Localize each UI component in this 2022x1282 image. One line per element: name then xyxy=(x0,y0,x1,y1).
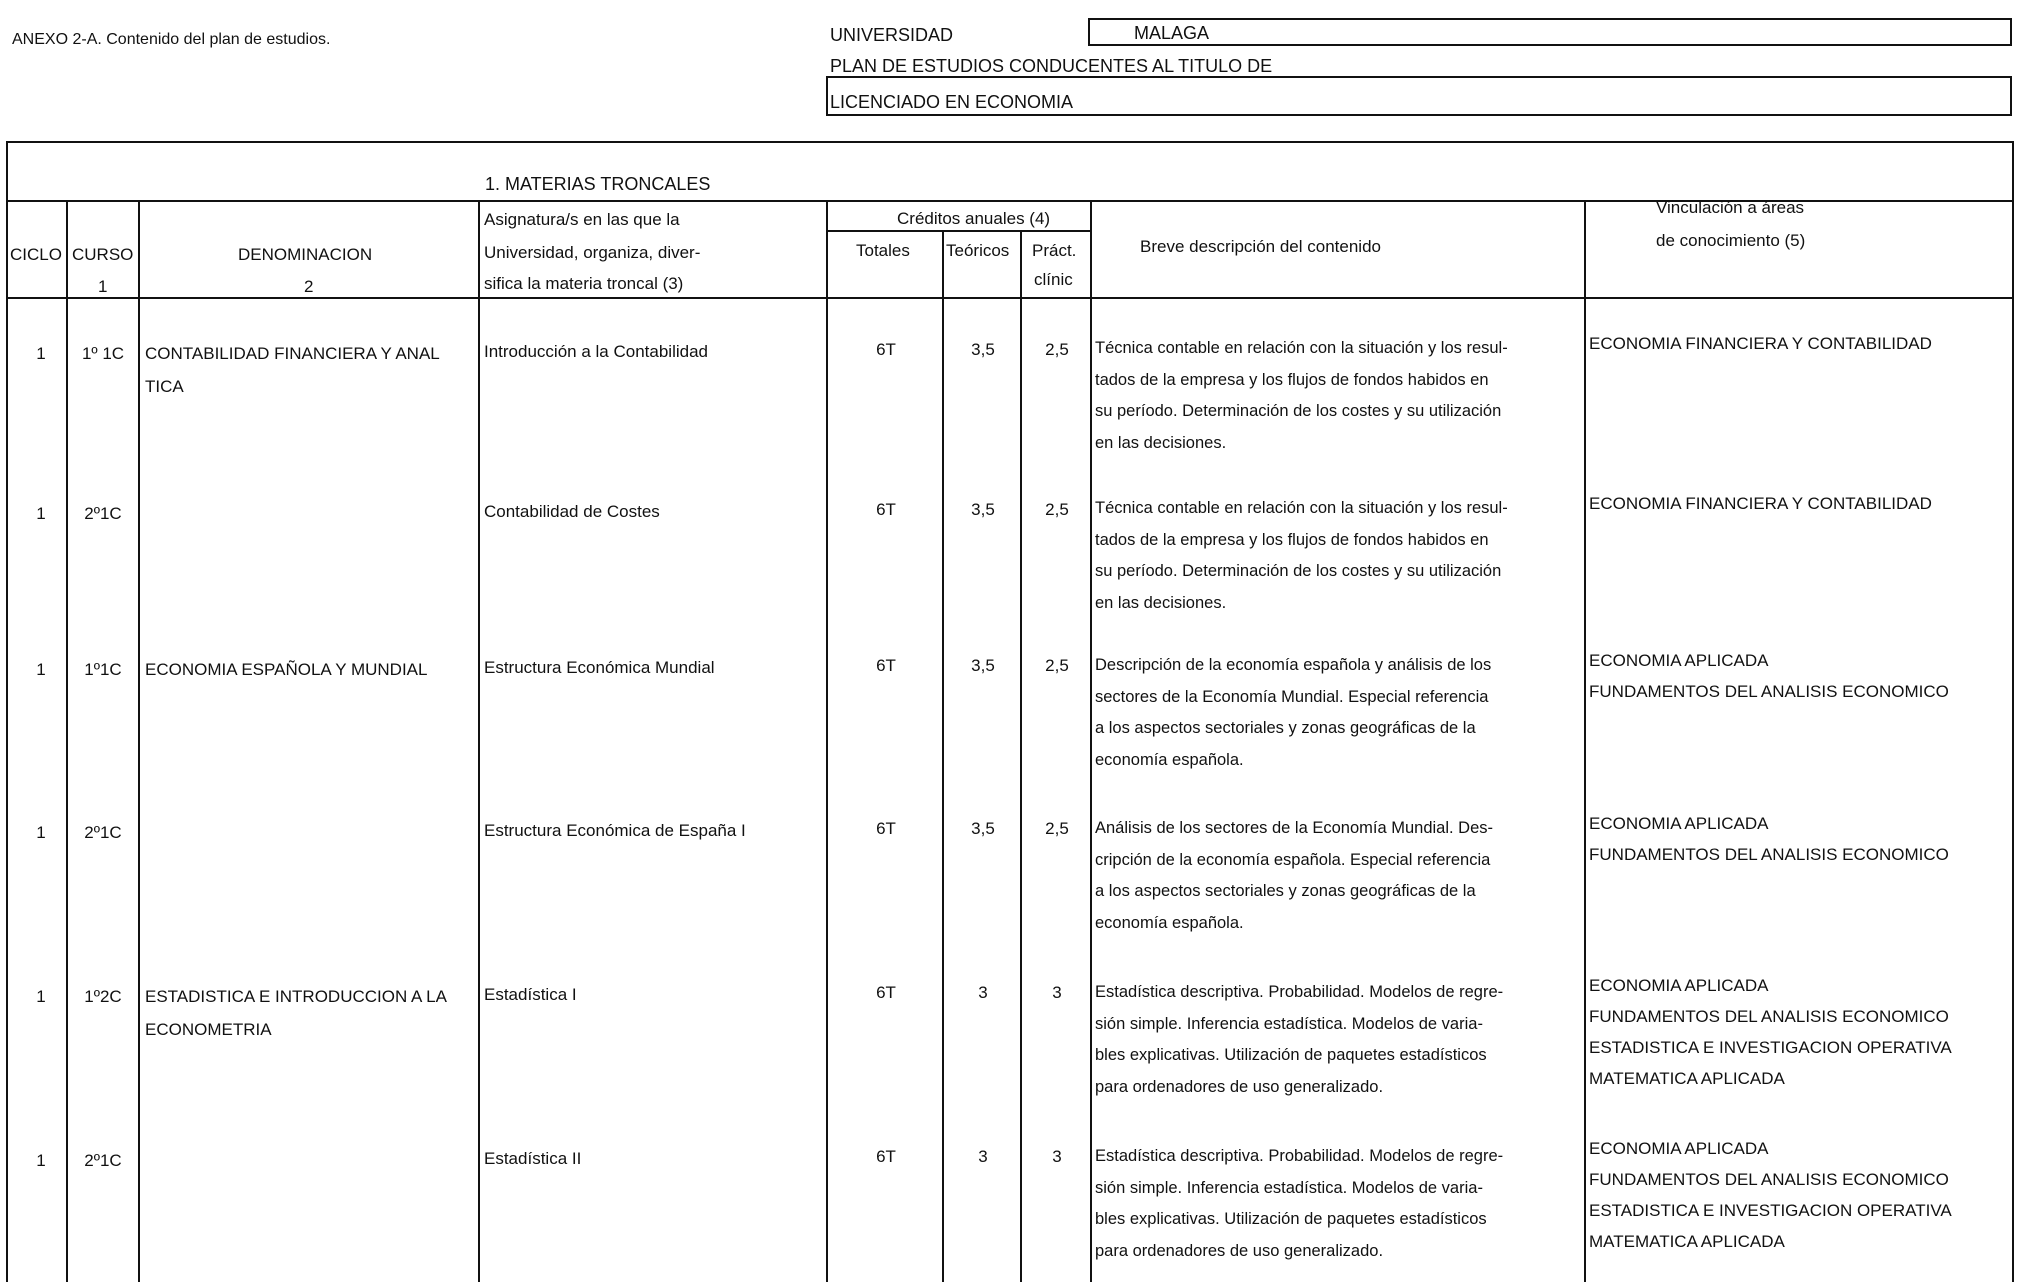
col-divider xyxy=(478,200,480,1282)
row-curso: 1º 1C xyxy=(81,344,125,363)
row-asignatura: Estructura Económica de España I xyxy=(484,821,746,840)
header-teoricos: Teóricos xyxy=(946,241,1010,260)
row-descripcion-line: economía española. xyxy=(1095,913,1244,932)
row-practicos: 2,5 xyxy=(1045,819,1069,838)
row-descripcion-line: a los aspectos sectoriales y zonas geográficas de la xyxy=(1095,719,1476,737)
plan-label: PLAN DE ESTUDIOS CONDUCENTES AL TITULO DE xyxy=(830,56,1273,76)
row-area: MATEMATICA APLICADA xyxy=(1589,1069,1785,1088)
row-area: MATEMATICA APLICADA xyxy=(1589,1232,1785,1251)
row-teoricos: 3,5 xyxy=(971,656,995,675)
row-asignatura: Contabilidad de Costes xyxy=(484,502,660,521)
row-asignatura: Estructura Económica Mundial xyxy=(484,658,715,677)
materias-table xyxy=(6,141,2014,1282)
row-totales: 6T xyxy=(876,819,896,838)
row-descripcion-line: en las decisiones. xyxy=(1095,593,1227,612)
row-descripcion-line: Estadística descriptiva. Probabilidad. Modelos de regre- xyxy=(1095,1147,1504,1165)
col-divider xyxy=(942,230,944,1282)
row-teoricos: 3 xyxy=(978,1147,988,1166)
row-totales: 6T xyxy=(876,500,896,519)
row-area: ECONOMIA APLICADA xyxy=(1589,651,1769,670)
row-descripcion-line: Análisis de los sectores de la Economía Mundial. Des- xyxy=(1095,819,1494,837)
header-asignatura-1: Asignatura/s en las que la xyxy=(484,210,680,229)
row-curso: 1º2C xyxy=(84,987,122,1006)
row-denominacion: CONTABILIDAD FINANCIERA Y ANAL xyxy=(145,344,440,363)
col-divider xyxy=(826,200,828,1282)
header-denominacion-num: 2 xyxy=(304,277,314,296)
row-descripcion-line: Técnica contable en relación con la situación y los resul- xyxy=(1095,499,1508,517)
col-divider xyxy=(1584,200,1586,1282)
row-area: ESTADISTICA E INVESTIGACION OPERATIVA xyxy=(1589,1201,1952,1220)
row-descripcion-line: para ordenadores de uso generalizado. xyxy=(1095,1241,1384,1260)
row-practicos: 3 xyxy=(1052,983,1062,1002)
row-denominacion: ECONOMETRIA xyxy=(145,1020,272,1039)
row-practicos: 2,5 xyxy=(1045,500,1069,519)
header-creditos: Créditos anuales (4) xyxy=(897,209,1051,228)
row-area: ECONOMIA APLICADA xyxy=(1589,976,1769,995)
row-ciclo: 1 xyxy=(36,344,46,363)
section-title: 1. MATERIAS TRONCALES xyxy=(485,174,711,194)
row-descripcion-line: cripción de la economía española. Especial referencia xyxy=(1095,850,1491,869)
row-teoricos: 3 xyxy=(978,983,988,1002)
universidad-value: MALAGA xyxy=(1134,23,1210,43)
header-descripcion: Breve descripción del contenido xyxy=(1140,237,1381,256)
row-asignatura: Estadística I xyxy=(484,985,577,1004)
row-teoricos: 3,5 xyxy=(971,500,995,519)
row-totales: 6T xyxy=(876,656,896,675)
row-curso: 1º1C xyxy=(84,660,122,679)
header-practicos-2: clínic xyxy=(1034,270,1073,289)
row-curso: 2º1C xyxy=(84,504,122,523)
row-descripcion-line: bles explicativas. Utilización de paquetes estadísticos xyxy=(1095,1210,1487,1228)
row-ciclo: 1 xyxy=(36,504,46,523)
row-descripcion-line: sión simple. Inferencia estadística. Modelos de varia- xyxy=(1095,1014,1483,1033)
row-teoricos: 3,5 xyxy=(971,819,995,838)
header-asignatura-3: sifica la materia troncal (3) xyxy=(484,274,684,293)
row-descripcion-line: su período. Determinación de los costes y su utilización xyxy=(1095,562,1502,580)
row-area: FUNDAMENTOS DEL ANALISIS ECONOMICO xyxy=(1589,1170,1949,1189)
header-totales: Totales xyxy=(856,241,910,260)
row-descripcion-line: sectores de la Economía Mundial. Especial referencia xyxy=(1095,687,1489,706)
header-asignatura-2: Universidad, organiza, diver- xyxy=(484,243,701,262)
row-area: ECONOMIA APLICADA xyxy=(1589,814,1769,833)
row-descripcion-line: sión simple. Inferencia estadística. Modelos de varia- xyxy=(1095,1178,1483,1197)
row-descripcion-line: su período. Determinación de los costes y su utilización xyxy=(1095,402,1502,420)
row-descripcion-line: bles explicativas. Utilización de paquetes estadísticos xyxy=(1095,1046,1487,1064)
annex-title: ANEXO 2-A. Contenido del plan de estudios. xyxy=(12,31,331,48)
col-divider xyxy=(1020,230,1022,1282)
row-denominacion: ESTADISTICA E INTRODUCCION A LA xyxy=(145,987,447,1006)
row-descripcion-line: economía española. xyxy=(1095,750,1244,769)
row-ciclo: 1 xyxy=(36,660,46,679)
row-area: FUNDAMENTOS DEL ANALISIS ECONOMICO xyxy=(1589,845,1949,864)
row-asignatura: Estadística II xyxy=(484,1149,582,1168)
header-ciclo: CICLO xyxy=(10,245,62,264)
universidad-box xyxy=(1088,18,2012,46)
row-descripcion-line: tados de la empresa y los flujos de fondos habidos en xyxy=(1095,530,1489,549)
row-asignatura: Introducción a la Contabilidad xyxy=(484,342,708,361)
row-curso: 2º1C xyxy=(84,1151,122,1170)
header-denominacion: DENOMINACION xyxy=(238,245,373,264)
header-curso-num: 1 xyxy=(98,277,108,296)
row-totales: 6T xyxy=(876,983,896,1002)
universidad-label: UNIVERSIDAD xyxy=(830,25,954,45)
col-divider xyxy=(138,200,140,1282)
row-practicos: 2,5 xyxy=(1045,656,1069,675)
row-descripcion-line: Descripción de la economía española y análisis de los xyxy=(1095,656,1492,674)
titulo-box xyxy=(826,76,2012,116)
row-denominacion: TICA xyxy=(145,377,184,396)
row-descripcion-line: Estadística descriptiva. Probabilidad. Modelos de regre- xyxy=(1095,983,1504,1001)
row-descripcion-line: para ordenadores de uso generalizado. xyxy=(1095,1077,1384,1096)
header-curso: CURSO xyxy=(72,245,134,264)
header-vinculacion-1: Vinculación a áreas xyxy=(1656,198,1805,217)
col-divider xyxy=(1090,200,1092,1282)
row-totales: 6T xyxy=(876,340,896,359)
row-ciclo: 1 xyxy=(36,1151,46,1170)
row-curso: 2º1C xyxy=(84,823,122,842)
row-descripcion-line: a los aspectos sectoriales y zonas geográficas de la xyxy=(1095,882,1476,900)
row-ciclo: 1 xyxy=(36,987,46,1006)
row-ciclo: 1 xyxy=(36,823,46,842)
row-teoricos: 3,5 xyxy=(971,340,995,359)
row-area: ESTADISTICA E INVESTIGACION OPERATIVA xyxy=(1589,1038,1952,1057)
row-practicos: 3 xyxy=(1052,1147,1062,1166)
row-descripcion-line: Técnica contable en relación con la situación y los resul- xyxy=(1095,339,1508,357)
titulo-value: LICENCIADO EN ECONOMIA xyxy=(830,92,1074,112)
row-area: FUNDAMENTOS DEL ANALISIS ECONOMICO xyxy=(1589,1007,1949,1026)
row-area: ECONOMIA APLICADA xyxy=(1589,1139,1769,1158)
row-area: FUNDAMENTOS DEL ANALISIS ECONOMICO xyxy=(1589,682,1949,701)
row-area: ECONOMIA FINANCIERA Y CONTABILIDAD xyxy=(1589,334,1932,353)
row-practicos: 2,5 xyxy=(1045,340,1069,359)
row-descripcion-line: tados de la empresa y los flujos de fondos habidos en xyxy=(1095,370,1489,389)
header-practicos-1: Práct. xyxy=(1032,241,1077,260)
row-denominacion: ECONOMIA ESPAÑOLA Y MUNDIAL xyxy=(145,660,428,679)
row-totales: 6T xyxy=(876,1147,896,1166)
row-area: ECONOMIA FINANCIERA Y CONTABILIDAD xyxy=(1589,494,1932,513)
row-descripcion-line: en las decisiones. xyxy=(1095,433,1227,452)
header-vinculacion-2: de conocimiento (5) xyxy=(1656,231,1806,250)
